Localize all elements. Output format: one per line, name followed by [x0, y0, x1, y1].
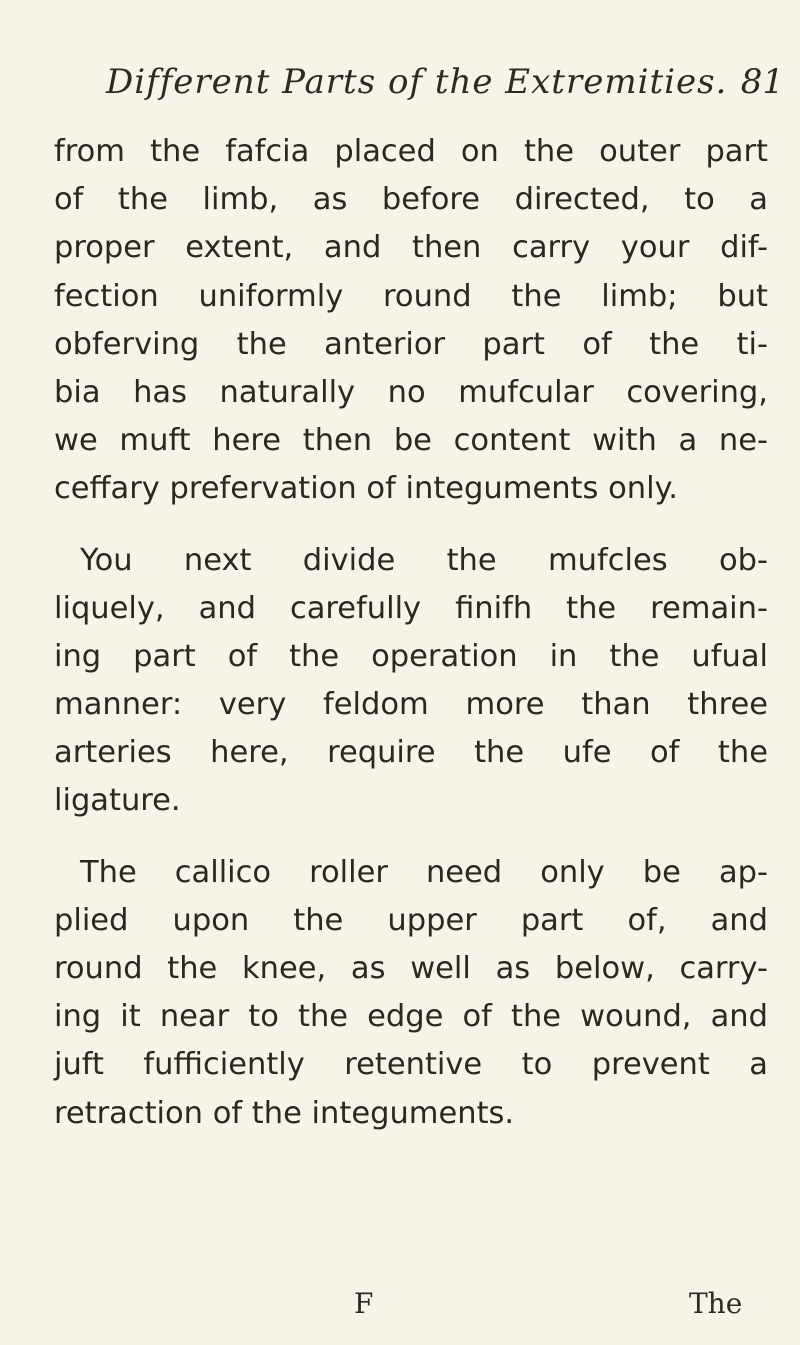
paragraph-gap — [54, 514, 768, 537]
paragraph — [54, 537, 768, 826]
paragraph — [54, 128, 768, 514]
text-line: ing it near to the edge of the wound, and — [54, 999, 768, 1035]
text-line: You next divide the mufcles ob- — [80, 542, 768, 578]
text-line: round the knee, as well as below, carry- — [54, 951, 768, 986]
text-line: from the fafcia placed on the outer part — [54, 134, 768, 169]
text-line: we muft here then be content with a ne- — [54, 423, 768, 459]
text-line: obferving the anterior part of the ti- — [54, 326, 768, 362]
text-line: manner: very feldom more than three — [54, 687, 768, 723]
paragraph — [54, 849, 768, 1138]
page-header — [56, 62, 784, 112]
text-line: proper extent, and then carry your dif- — [54, 230, 768, 266]
paragraph-gap — [54, 826, 768, 849]
text-line: bia has naturally no mufcular covering, — [54, 374, 768, 410]
running-title: Different Parts of the Extremities. — [106, 62, 728, 102]
text-line: plied upon the upper part of, and — [54, 902, 768, 938]
text-line: of the limb, as before directed, to a — [54, 182, 768, 218]
text-line: ligature. — [54, 783, 181, 819]
text-line: juft fufficiently retentive to prevent a — [54, 1047, 768, 1083]
text-line: arteries here, require the ufe of the — [54, 735, 768, 771]
page-footer — [0, 1287, 800, 1327]
text-line: fection uniformly round the limb; but — [54, 278, 768, 314]
text-line: retraction of the integuments. — [54, 1095, 515, 1131]
body-text — [54, 128, 768, 1138]
text-line: liquely, and carefully finifh the remain- — [54, 590, 768, 626]
page-number: 81 — [740, 62, 784, 102]
text-line: The callico roller need only be ap- — [80, 854, 768, 890]
signature-mark: F — [354, 1287, 374, 1320]
catchword: The — [689, 1287, 743, 1320]
text-line: ing part of the operation in the ufual — [54, 638, 768, 674]
text-line: ceffary prefervation of integuments only. — [54, 471, 678, 507]
